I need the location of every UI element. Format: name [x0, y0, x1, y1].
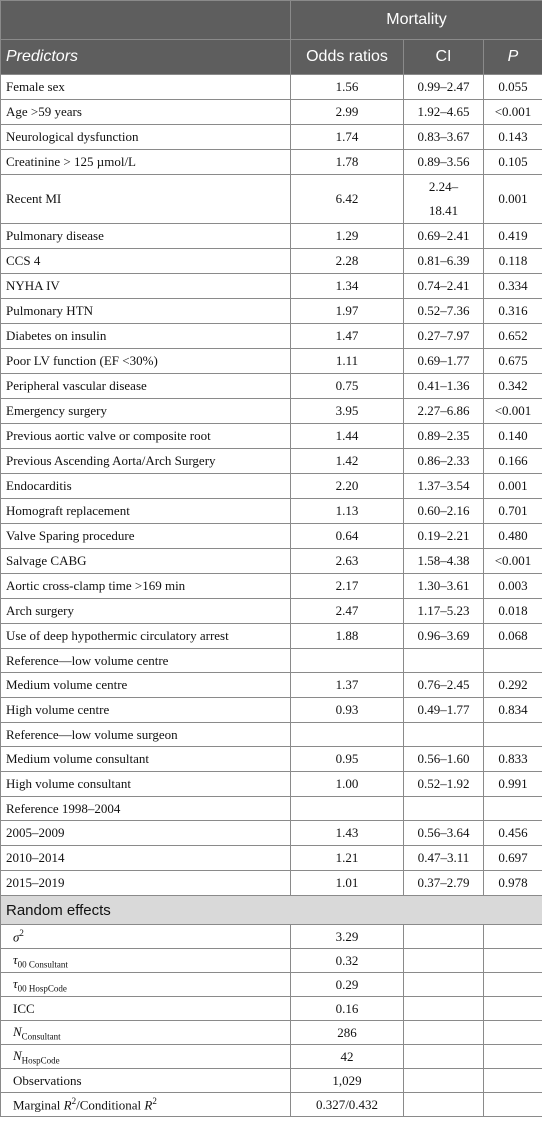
ci-value: 1.17–5.23 [404, 599, 484, 624]
table-row [1, 100, 542, 125]
odds-ratio-value: 1.29 [291, 224, 404, 249]
odds-ratio-value: 1.01 [291, 871, 404, 896]
re-sup: 2 [19, 927, 24, 938]
odds-ratio-value: 6.42 [291, 175, 404, 224]
odds-ratio-value: 0.93 [291, 698, 404, 723]
ci-value: 0.76–2.45 [404, 673, 484, 698]
predictor-name: Pulmonary HTN [1, 299, 291, 324]
table-row [1, 399, 542, 424]
re-value-observations: 1,029 [291, 1069, 404, 1093]
p-value: 0.292 [484, 673, 542, 698]
odds-ratio-value: 1.00 [291, 772, 404, 797]
odds-ratio-value: 1.11 [291, 349, 404, 374]
table-row [1, 925, 542, 949]
empty-cell [484, 925, 542, 949]
p-value: 0.652 [484, 324, 542, 349]
ci-value: 0.74–2.41 [404, 274, 484, 299]
ci-value: 1.37–3.54 [404, 474, 484, 499]
predictor-name: Endocarditis [1, 474, 291, 499]
odds-ratio-value: 1.97 [291, 299, 404, 324]
empty-cell [484, 1093, 542, 1117]
re-value-sigma2: 3.29 [291, 925, 404, 949]
p-value: 0.991 [484, 772, 542, 797]
odds-ratio-value: 2.20 [291, 474, 404, 499]
predictor-name: Aortic cross-clamp time >169 min [1, 574, 291, 599]
predictor-name: High volume centre [1, 698, 291, 723]
p-value: <0.001 [484, 399, 542, 424]
empty-cell [484, 973, 542, 997]
predictor-name: Emergency surgery [1, 399, 291, 424]
p-value: 0.018 [484, 599, 542, 624]
odds-ratio-value: 1.47 [291, 324, 404, 349]
re-sym: R [63, 1097, 72, 1113]
table-row [1, 1093, 542, 1117]
odds-ratio-value: 0.75 [291, 374, 404, 399]
table-row [1, 549, 542, 574]
re-text: Marginal [13, 1097, 64, 1113]
re-sym: τ [13, 975, 18, 991]
re-sym: N [13, 1023, 22, 1039]
p-value: 0.055 [484, 75, 542, 100]
re-sym: τ [13, 951, 18, 967]
re-value-icc: 0.16 [291, 997, 404, 1021]
odds-ratio-value: 2.63 [291, 549, 404, 574]
predictor-name: High volume consultant [1, 772, 291, 797]
p-value: 0.978 [484, 871, 542, 896]
p-value: 0.105 [484, 150, 542, 175]
p-value: 0.480 [484, 524, 542, 549]
odds-ratio-value: 1.56 [291, 75, 404, 100]
p-value [484, 723, 542, 747]
table-row [1, 747, 542, 772]
odds-ratio-value: 1.43 [291, 821, 404, 846]
empty-cell [404, 973, 484, 997]
re-label-tau-hosp [1, 973, 291, 997]
re-value-tau-consultant: 0.32 [291, 949, 404, 973]
odds-ratio-value: 1.21 [291, 846, 404, 871]
re-label-sigma2 [1, 925, 291, 949]
ci-value: 0.86–2.33 [404, 449, 484, 474]
predictor-name: CCS 4 [1, 249, 291, 274]
predictor-name: Homograft replacement [1, 499, 291, 524]
ci-value: 0.27–7.97 [404, 324, 484, 349]
table-row [1, 324, 542, 349]
predictor-name: Medium volume centre [1, 673, 291, 698]
table-row [1, 772, 542, 797]
empty-cell [404, 925, 484, 949]
re-text: /Conditional [76, 1097, 145, 1113]
table-row [1, 723, 542, 747]
predictor-name: Medium volume consultant [1, 747, 291, 772]
predictor-name: Reference—low volume centre [1, 649, 291, 673]
re-sup: 2 [152, 1095, 157, 1106]
p-value: 0.003 [484, 574, 542, 599]
re-label-observations: Observations [1, 1069, 291, 1093]
odds-ratio-value: 2.17 [291, 574, 404, 599]
table-row [1, 624, 542, 649]
odds-ratio-value: 2.47 [291, 599, 404, 624]
empty-cell [404, 997, 484, 1021]
odds-ratio-value: 0.95 [291, 747, 404, 772]
ci-value: 0.52–1.92 [404, 772, 484, 797]
predictor-name: Arch surgery [1, 599, 291, 624]
odds-ratio-value: 2.28 [291, 249, 404, 274]
p-value: 0.834 [484, 698, 542, 723]
table-row [1, 299, 542, 324]
ci-value: 0.99–2.47 [404, 75, 484, 100]
ci-value [404, 175, 484, 224]
predictor-name: 2010–2014 [1, 846, 291, 871]
table-row [1, 871, 542, 896]
empty-cell [404, 949, 484, 973]
table-row [1, 249, 542, 274]
odds-ratio-value: 1.34 [291, 274, 404, 299]
table-row [1, 846, 542, 871]
re-label-n-consultant [1, 1021, 291, 1045]
table-row [1, 649, 542, 673]
ci-value: 0.56–3.64 [404, 821, 484, 846]
odds-ratio-value: 1.44 [291, 424, 404, 449]
empty-cell [404, 1045, 484, 1069]
odds-ratio-value: 1.42 [291, 449, 404, 474]
odds-ratio-value: 3.95 [291, 399, 404, 424]
p-value: 0.001 [484, 474, 542, 499]
ci-value: 0.37–2.79 [404, 871, 484, 896]
re-sym: σ [13, 929, 20, 945]
ci-value-line: 2.24– [428, 179, 459, 194]
odds-ratio-value: 1.88 [291, 624, 404, 649]
p-value: 0.140 [484, 424, 542, 449]
empty-cell [484, 949, 542, 973]
predictor-name: Previous aortic valve or composite root [1, 424, 291, 449]
ci-value [404, 797, 484, 821]
ci-value: 0.52–7.36 [404, 299, 484, 324]
re-label-icc: ICC [1, 997, 291, 1021]
table-row [1, 150, 542, 175]
table-row [1, 175, 542, 224]
predictor-name: Age >59 years [1, 100, 291, 125]
p-value: 0.342 [484, 374, 542, 399]
ci-value: 1.30–3.61 [404, 574, 484, 599]
table-row [1, 973, 542, 997]
header-row-group [1, 1, 542, 40]
odds-ratio-value [291, 723, 404, 747]
header-odds-ratios: Odds ratios [291, 40, 404, 75]
predictor-name: Pulmonary disease [1, 224, 291, 249]
table-row [1, 997, 542, 1021]
ci-value: 0.60–2.16 [404, 499, 484, 524]
table-row [1, 949, 542, 973]
table-row [1, 524, 542, 549]
re-sub: 00 Consultant [17, 959, 68, 970]
empty-cell [484, 997, 542, 1021]
p-value: 0.143 [484, 125, 542, 150]
p-value: 0.697 [484, 846, 542, 871]
odds-ratio-value: 0.64 [291, 524, 404, 549]
p-value: 0.833 [484, 747, 542, 772]
p-value: 0.675 [484, 349, 542, 374]
predictor-name: Diabetes on insulin [1, 324, 291, 349]
odds-ratio-value: 1.13 [291, 499, 404, 524]
p-value [484, 649, 542, 673]
ci-value: 0.83–3.67 [404, 125, 484, 150]
header-row-columns [1, 40, 542, 75]
odds-ratio-value: 1.74 [291, 125, 404, 150]
table-row [1, 224, 542, 249]
ci-value: 0.81–6.39 [404, 249, 484, 274]
re-label-tau-consultant [1, 949, 291, 973]
odds-ratio-value: 1.78 [291, 150, 404, 175]
table-row [1, 1021, 542, 1045]
predictor-name: Valve Sparing procedure [1, 524, 291, 549]
odds-ratio-value: 2.99 [291, 100, 404, 125]
re-sub: Consultant [21, 1031, 61, 1042]
re-label-r2 [1, 1093, 291, 1117]
re-value-r2: 0.327/0.432 [291, 1093, 404, 1117]
re-sup: 2 [71, 1095, 77, 1106]
header-predictors: Predictors [1, 40, 291, 75]
header-p: P [484, 40, 542, 75]
table-row [1, 75, 542, 100]
random-effects-title: Random effects [1, 896, 542, 925]
ci-value: 1.58–4.38 [404, 549, 484, 574]
p-value: 0.316 [484, 299, 542, 324]
table-row [1, 599, 542, 624]
table-row [1, 474, 542, 499]
header-mortality: Mortality [291, 1, 542, 40]
re-label-n-hosp [1, 1045, 291, 1069]
p-value: 0.166 [484, 449, 542, 474]
re-sub: HospCode [21, 1055, 60, 1066]
table-row [1, 424, 542, 449]
ci-value: 0.49–1.77 [404, 698, 484, 723]
ci-value [404, 723, 484, 747]
predictor-name: 2005–2009 [1, 821, 291, 846]
table-row [1, 797, 542, 821]
predictor-name: Female sex [1, 75, 291, 100]
ci-value: 0.69–1.77 [404, 349, 484, 374]
ci-value: 0.56–1.60 [404, 747, 484, 772]
p-value: 0.456 [484, 821, 542, 846]
predictor-name: Previous Ascending Aorta/Arch Surgery [1, 449, 291, 474]
predictor-name: Neurological dysfunction [1, 125, 291, 150]
table-row [1, 1069, 542, 1093]
empty-cell [484, 1045, 542, 1069]
predictor-name: Peripheral vascular disease [1, 374, 291, 399]
predictor-name: Reference—low volume surgeon [1, 723, 291, 747]
table-row [1, 349, 542, 374]
predictor-name: Recent MI [1, 175, 291, 224]
table-row [1, 499, 542, 524]
predictor-rows [1, 75, 542, 896]
p-value: 0.334 [484, 274, 542, 299]
table-row [1, 1045, 542, 1069]
p-value: 0.419 [484, 224, 542, 249]
ci-value: 0.41–1.36 [404, 374, 484, 399]
ci-value: 2.27–6.86 [404, 399, 484, 424]
table-row [1, 449, 542, 474]
re-value-n-hosp: 42 [291, 1045, 404, 1069]
empty-cell [404, 1069, 484, 1093]
p-value: 0.118 [484, 249, 542, 274]
p-value [484, 797, 542, 821]
ci-value: 0.96–3.69 [404, 624, 484, 649]
predictor-name: Use of deep hypothermic circulatory arrest [1, 624, 291, 649]
header-blank-cell [1, 1, 291, 40]
re-value-n-consultant: 286 [291, 1021, 404, 1045]
p-value: 0.001 [484, 175, 542, 224]
table-row [1, 673, 542, 698]
predictor-name: Reference 1998–2004 [1, 797, 291, 821]
table-row [1, 374, 542, 399]
empty-cell [404, 1021, 484, 1045]
predictor-name: Creatinine > 125 µmol/L [1, 150, 291, 175]
re-sub: 00 HospCode [17, 983, 67, 994]
p-value: 0.701 [484, 499, 542, 524]
table-row [1, 274, 542, 299]
ci-value: 0.47–3.11 [404, 846, 484, 871]
predictor-name: 2015–2019 [1, 871, 291, 896]
table-row [1, 821, 542, 846]
table-row [1, 698, 542, 723]
empty-cell [484, 1069, 542, 1093]
p-value: <0.001 [484, 100, 542, 125]
header-ci: CI [404, 40, 484, 75]
p-value: 0.068 [484, 624, 542, 649]
table-row [1, 125, 542, 150]
empty-cell [404, 1093, 484, 1117]
p-value: <0.001 [484, 549, 542, 574]
re-sym: N [13, 1047, 22, 1063]
ci-value: 1.92–4.65 [404, 100, 484, 125]
table-row [1, 574, 542, 599]
predictor-name: Salvage CABG [1, 549, 291, 574]
ci-value: 0.69–2.41 [404, 224, 484, 249]
ci-value [404, 649, 484, 673]
odds-ratio-value [291, 649, 404, 673]
empty-cell [484, 1021, 542, 1045]
odds-ratio-value [291, 797, 404, 821]
predictor-name: Poor LV function (EF <30%) [1, 349, 291, 374]
ci-value-line: 18.41 [428, 203, 459, 218]
re-value-tau-hosp: 0.29 [291, 973, 404, 997]
random-effects-header-row [1, 896, 542, 925]
re-sym: R [144, 1097, 153, 1113]
predictor-name: NYHA IV [1, 274, 291, 299]
ci-value: 0.19–2.21 [404, 524, 484, 549]
odds-ratio-value: 1.37 [291, 673, 404, 698]
ci-value: 0.89–3.56 [404, 150, 484, 175]
ci-value: 0.89–2.35 [404, 424, 484, 449]
